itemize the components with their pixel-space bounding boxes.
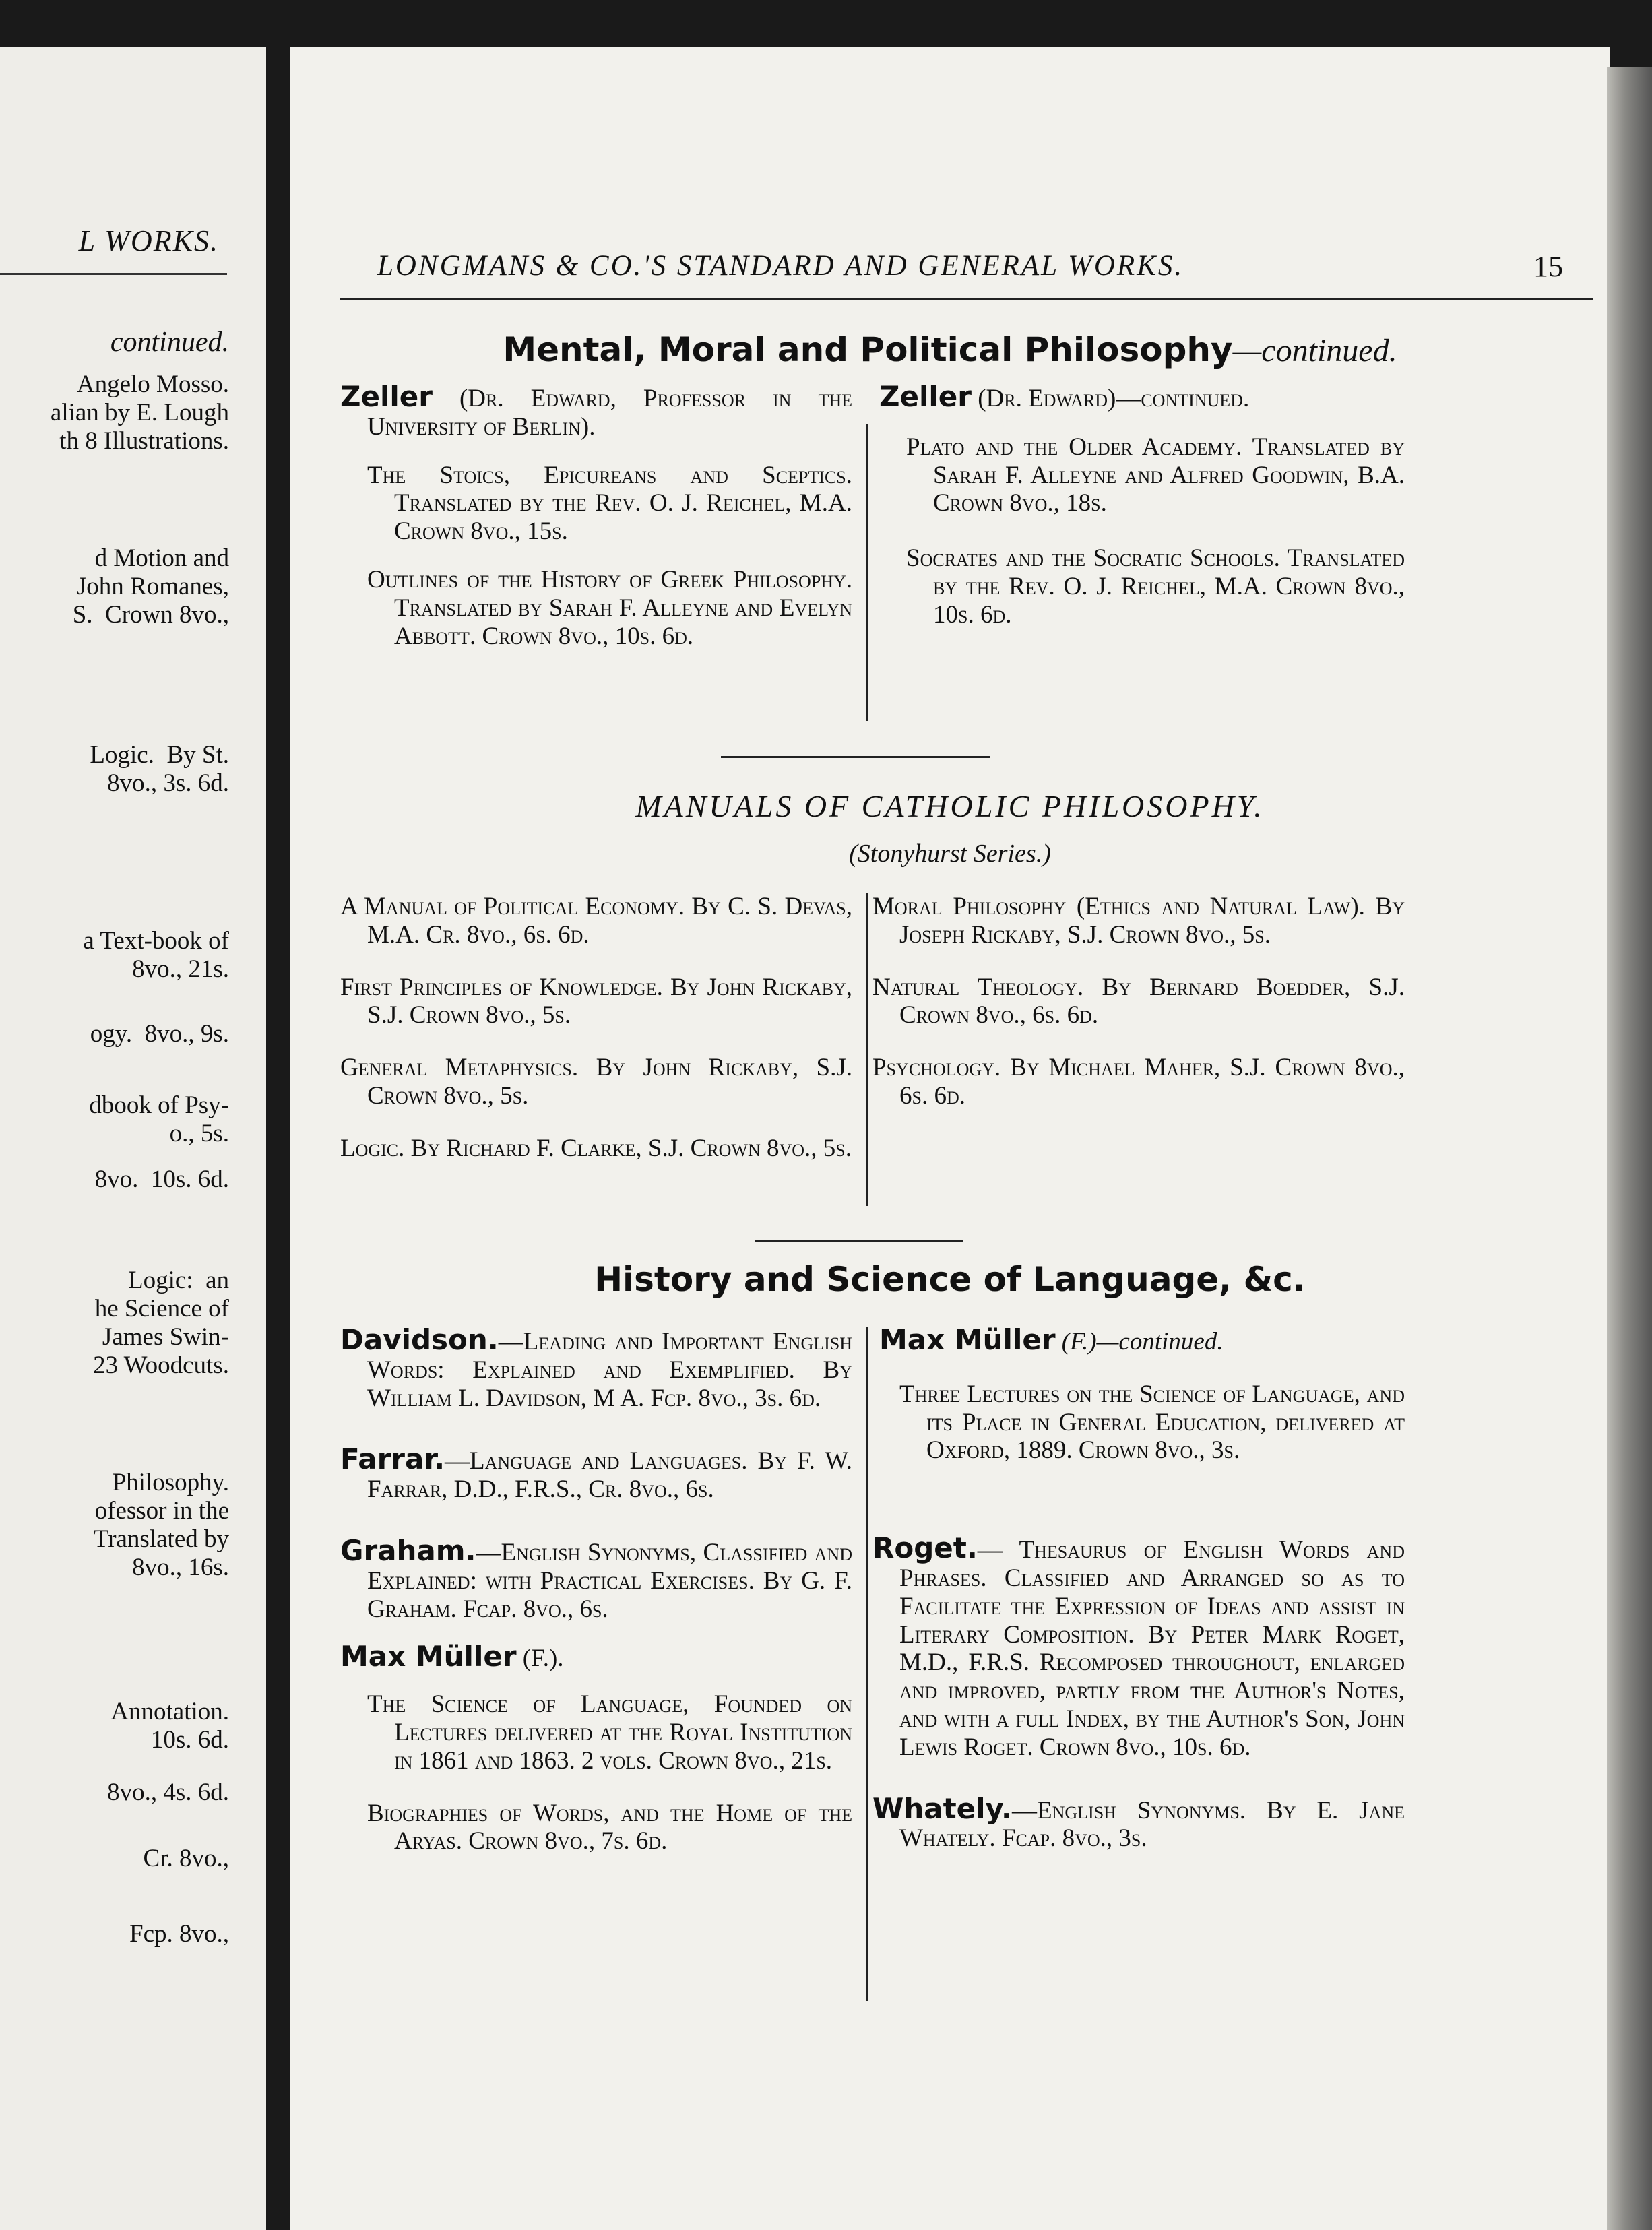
author-heading: Farrar. bbox=[340, 1442, 445, 1476]
left-fragment: Fcp. 8vo., bbox=[129, 1920, 229, 1948]
column-divider bbox=[866, 424, 868, 721]
entry-text: Natural Theology. By Bernard Boedder, S.J. Crown 8vo., 6s. 6d. bbox=[872, 973, 1405, 1029]
left-fragment: James Swin- bbox=[102, 1323, 229, 1351]
left-fragment: Translated by bbox=[93, 1525, 229, 1553]
author-heading: Davidson. bbox=[340, 1323, 499, 1356]
left-fragment: continued. bbox=[110, 327, 229, 358]
left-fragment: dbook of Psy- bbox=[89, 1091, 229, 1119]
left-page-fragment bbox=[0, 47, 266, 2230]
left-fragment: 8vo., 3s. 6d. bbox=[107, 769, 229, 797]
entry-text: — Thesaurus of English Words and Phrases. Classified and Arranged so as to Facilitate the Expression of Ideas and assist in Literary Composition. By Peter Mark Roget, M.D., F.R.S. Recomposed throughout, enlarged and improved, partly from the Author's Notes, and with a full Index, by the Author's Son, John Lewis Roget. Crown 8vo., 10s. 6d. bbox=[899, 1536, 1405, 1761]
left-fragment: 23 Woodcuts. bbox=[93, 1351, 229, 1379]
catholic-left-column bbox=[340, 893, 852, 1163]
entry-text: The Stoics, Epicureans and Sceptics. Translated by the Rev. O. J. Reichel, M.A. Crown 8vo., 15s. bbox=[367, 461, 852, 546]
language-left-column bbox=[340, 1324, 852, 1855]
language-right-column bbox=[872, 1324, 1405, 1853]
running-head: LONGMANS & CO.'S STANDARD AND GENERAL WORKS. bbox=[377, 250, 1184, 282]
left-fragment: d Motion and bbox=[94, 544, 229, 572]
left-fragment: Philosophy. bbox=[112, 1469, 229, 1496]
entry-text: General Metaphysics. By John Rickaby, S.J. Crown 8vo., 5s. bbox=[340, 1054, 852, 1110]
left-running-head: L WORKS. bbox=[78, 224, 219, 257]
page-edge-shadow bbox=[1607, 67, 1652, 2230]
left-fragment: Annotation. bbox=[110, 1698, 229, 1725]
author-heading: Zeller bbox=[879, 380, 972, 413]
page-number: 15 bbox=[1533, 250, 1563, 283]
column-divider bbox=[866, 893, 868, 1206]
section-subtitle: (Stonyhurst Series.) bbox=[849, 839, 1051, 868]
entry-text: A Manual of Political Economy. By C. S. Devas, M.A. Cr. 8vo., 6s. 6d. bbox=[340, 893, 852, 949]
left-fragment: 8vo., 16s. bbox=[132, 1554, 229, 1581]
entry-text: The Science of Language, Founded on Lectures delivered at the Royal Institution in 1861 and 1863. 2 vols. Crown 8vo., 21s. bbox=[367, 1690, 852, 1775]
left-fragment: he Science of bbox=[94, 1295, 229, 1323]
entry-text: Logic. By Richard F. Clarke, S.J. Crown 8vo., 5s. bbox=[340, 1134, 852, 1162]
page bbox=[290, 47, 1610, 2230]
header-rule bbox=[340, 298, 1593, 300]
entry-text: —English Synonyms. By E. Jane Whately. Fcap. 8vo., 3s. bbox=[899, 1796, 1405, 1853]
entry-text: —Leading and Important English Words: Explained and Exemplified. By William L. Davidson, M A. Fcp. 8vo., 3s. 6d. bbox=[367, 1328, 852, 1412]
author-heading: Max Müller bbox=[340, 1640, 517, 1674]
page-header bbox=[377, 249, 1563, 290]
author-heading: Max Müller bbox=[879, 1323, 1056, 1356]
left-fragment: Angelo Mosso. bbox=[76, 371, 229, 398]
entry-text: (Dr. Edward)—continued. bbox=[978, 385, 1250, 412]
left-fragment: Logic. By St. bbox=[90, 741, 229, 769]
entry-text: First Principles of Knowledge. By John Rickaby, S.J. Crown 8vo., 5s. bbox=[340, 973, 852, 1029]
entry-text: —English Synonyms, Classified and Explained: with Practical Exercises. By G. F. Graham. Fcap. 8vo., 6s. bbox=[367, 1538, 852, 1623]
left-fragment: ofessor in the bbox=[94, 1497, 229, 1525]
left-header-rule bbox=[0, 273, 227, 275]
left-fragment: Cr. 8vo., bbox=[143, 1845, 229, 1872]
left-fragment: o., 5s. bbox=[169, 1120, 229, 1147]
section-rule bbox=[721, 756, 990, 758]
section-title-language: History and Science of Language, &c. bbox=[594, 1260, 1306, 1299]
section-title-suffix: —continued. bbox=[1232, 333, 1397, 369]
left-fragment: th 8 Illustrations. bbox=[59, 427, 229, 455]
section-title-philosophy bbox=[290, 330, 1610, 369]
entry-text: Socrates and the Socratic Schools. Translated by the Rev. O. J. Reichel, M.A. Crown 8vo., 10s. 6d. bbox=[906, 544, 1405, 629]
entry-text: Biographies of Words, and the Home of the Aryas. Crown 8vo., 7s. 6d. bbox=[367, 1799, 852, 1855]
catholic-right-column bbox=[872, 893, 1405, 1110]
left-fragment: 8vo., 4s. 6d. bbox=[107, 1779, 229, 1806]
entry-text: Moral Philosophy (Ethics and Natural Law). By Joseph Rickaby, S.J. Crown 8vo., 5s. bbox=[872, 893, 1405, 949]
section-title-text: Mental, Moral and Political Philosophy bbox=[503, 330, 1233, 369]
author-heading: Roget. bbox=[872, 1531, 978, 1565]
entry-text: Psychology. By Michael Maher, S.J. Crown 8vo., 6s. 6d. bbox=[872, 1054, 1405, 1110]
entry-text: —Language and Languages. By F. W. Farrar, D.D., F.R.S., Cr. 8vo., 6s. bbox=[367, 1447, 852, 1504]
entry-text: Outlines of the History of Greek Philosophy. Translated by Sarah F. Alleyne and Evelyn Abbott. Crown 8vo., 10s. 6d. bbox=[367, 565, 852, 650]
section-title-catholic: MANUALS OF CATHOLIC PHILOSOPHY. bbox=[635, 789, 1265, 823]
left-fragment: a Text-book of bbox=[83, 927, 229, 955]
author-heading: Graham. bbox=[340, 1533, 476, 1567]
entry-text: (F.). bbox=[522, 1645, 564, 1673]
left-fragment: 8vo. 10s. 6d. bbox=[94, 1166, 229, 1193]
entry-text: (F.)—continued. bbox=[1061, 1328, 1224, 1356]
left-fragment: S. Crown 8vo., bbox=[72, 601, 229, 629]
entry-text: Three Lectures on the Science of Language, and its Place in General Education, delivered at Oxford, 1889. Crown 8vo., 3s. bbox=[899, 1380, 1405, 1465]
author-heading: Whately. bbox=[872, 1791, 1013, 1825]
section-rule bbox=[755, 1240, 963, 1242]
left-fragment: alian by E. Lough bbox=[50, 399, 229, 426]
entry-text: (Dr. Edward, Professor in the University of Berlin). bbox=[367, 385, 852, 441]
left-fragment: 10s. 6d. bbox=[150, 1726, 229, 1754]
entry-text: Plato and the Older Academy. Translated by Sarah F. Alleyne and Alfred Goodwin, B.A. Crown 8vo., 18s. bbox=[906, 433, 1405, 517]
left-fragment: John Romanes, bbox=[76, 573, 229, 600]
left-fragment: 8vo., 21s. bbox=[132, 955, 229, 983]
entry-zeller-left bbox=[340, 381, 852, 650]
left-fragment: ogy. 8vo., 9s. bbox=[90, 1020, 229, 1048]
author-heading: Zeller bbox=[340, 380, 433, 413]
left-fragment: Logic: an bbox=[127, 1267, 229, 1294]
column-divider bbox=[866, 1327, 868, 2001]
entry-zeller-right bbox=[879, 381, 1405, 629]
